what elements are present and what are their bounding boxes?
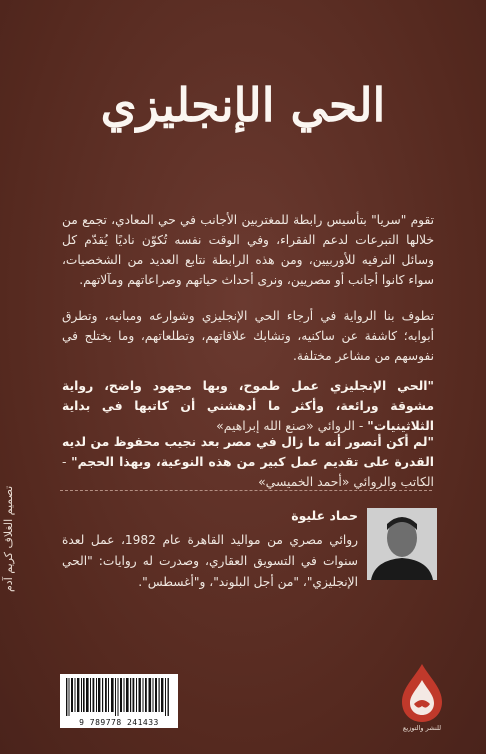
dashed-divider xyxy=(60,490,432,491)
quote-text: "لم أكن أتصور أنه ما زال في مصر بعد نجيب محفوظ من لديه القدرة على تقديم عمل كبير من هذه النوعية، وبهذا الحجم" xyxy=(62,434,434,469)
publisher-logo xyxy=(392,662,452,738)
author-bio: روائي مصري من مواليد القاهرة عام 1982، عمل لعدة سنوات في التسويق العقاري، وصدرت له روايات: "الحي الإنجليزي"، "من أجل البلوند"، و"أغسطس". xyxy=(62,533,358,589)
synopsis-paragraph-2: تطوف بنا الرواية في أرجاء الحي الإنجليزي وشوارعه ومبانيه، وتطرق أبوابه؛ كاشفة عن ساكنيه، وتشابك علاقاتهم، وتطلعاتهم، وما يختلج في نفوسهم من مشاعر مختلفة. xyxy=(62,309,434,363)
review-quote-2 xyxy=(62,432,434,492)
synopsis-paragraph-1: تقوم "سريا" بتأسيس رابطة للمغتربين الأجانب في حي المعادي، تجمع من خلالها التبرعات لدعم الفقراء، وفي الوقت نفسه تُكوّن ناديًا يُقدّم كل وسائل الترفيه للأوربيين، ومن هذه الرابطة نتابع العديد من الشخصيات، سواء كانوا أجانب أو مصريين، ونرى أحداث حياتهم وصراعاتهم ومآلاتهم. xyxy=(62,213,434,287)
cover-design-credit: تصميم الغلاف كريم آدم xyxy=(2,485,15,593)
review-quote-1 xyxy=(62,376,434,436)
author-portrait-icon xyxy=(367,508,437,580)
isbn-number: 9 789778 241433 xyxy=(79,718,159,727)
publisher-name: للنشر والتوزيع xyxy=(402,724,442,732)
quote-attribution: - الكاتب والروائي «أحمد الخميسي» xyxy=(62,454,434,489)
book-title: الحي الإنجليزي xyxy=(100,78,386,132)
isbn-barcode xyxy=(60,674,178,728)
quote-attribution: - الروائي «صنع الله إبراهيم» xyxy=(216,418,368,433)
author-name: حماد عليوة xyxy=(291,508,358,523)
drop-logo-icon xyxy=(392,662,452,724)
quote-text: "الحي الإنجليزي عمل طموح، وبها مجهود واضح، رواية مشوقة ورائعة، وأكثر ما أدهشني أن كاتبها في بداية الثلاثينيات" xyxy=(62,378,434,433)
barcode-icon xyxy=(60,674,178,718)
author-photo xyxy=(367,508,437,580)
